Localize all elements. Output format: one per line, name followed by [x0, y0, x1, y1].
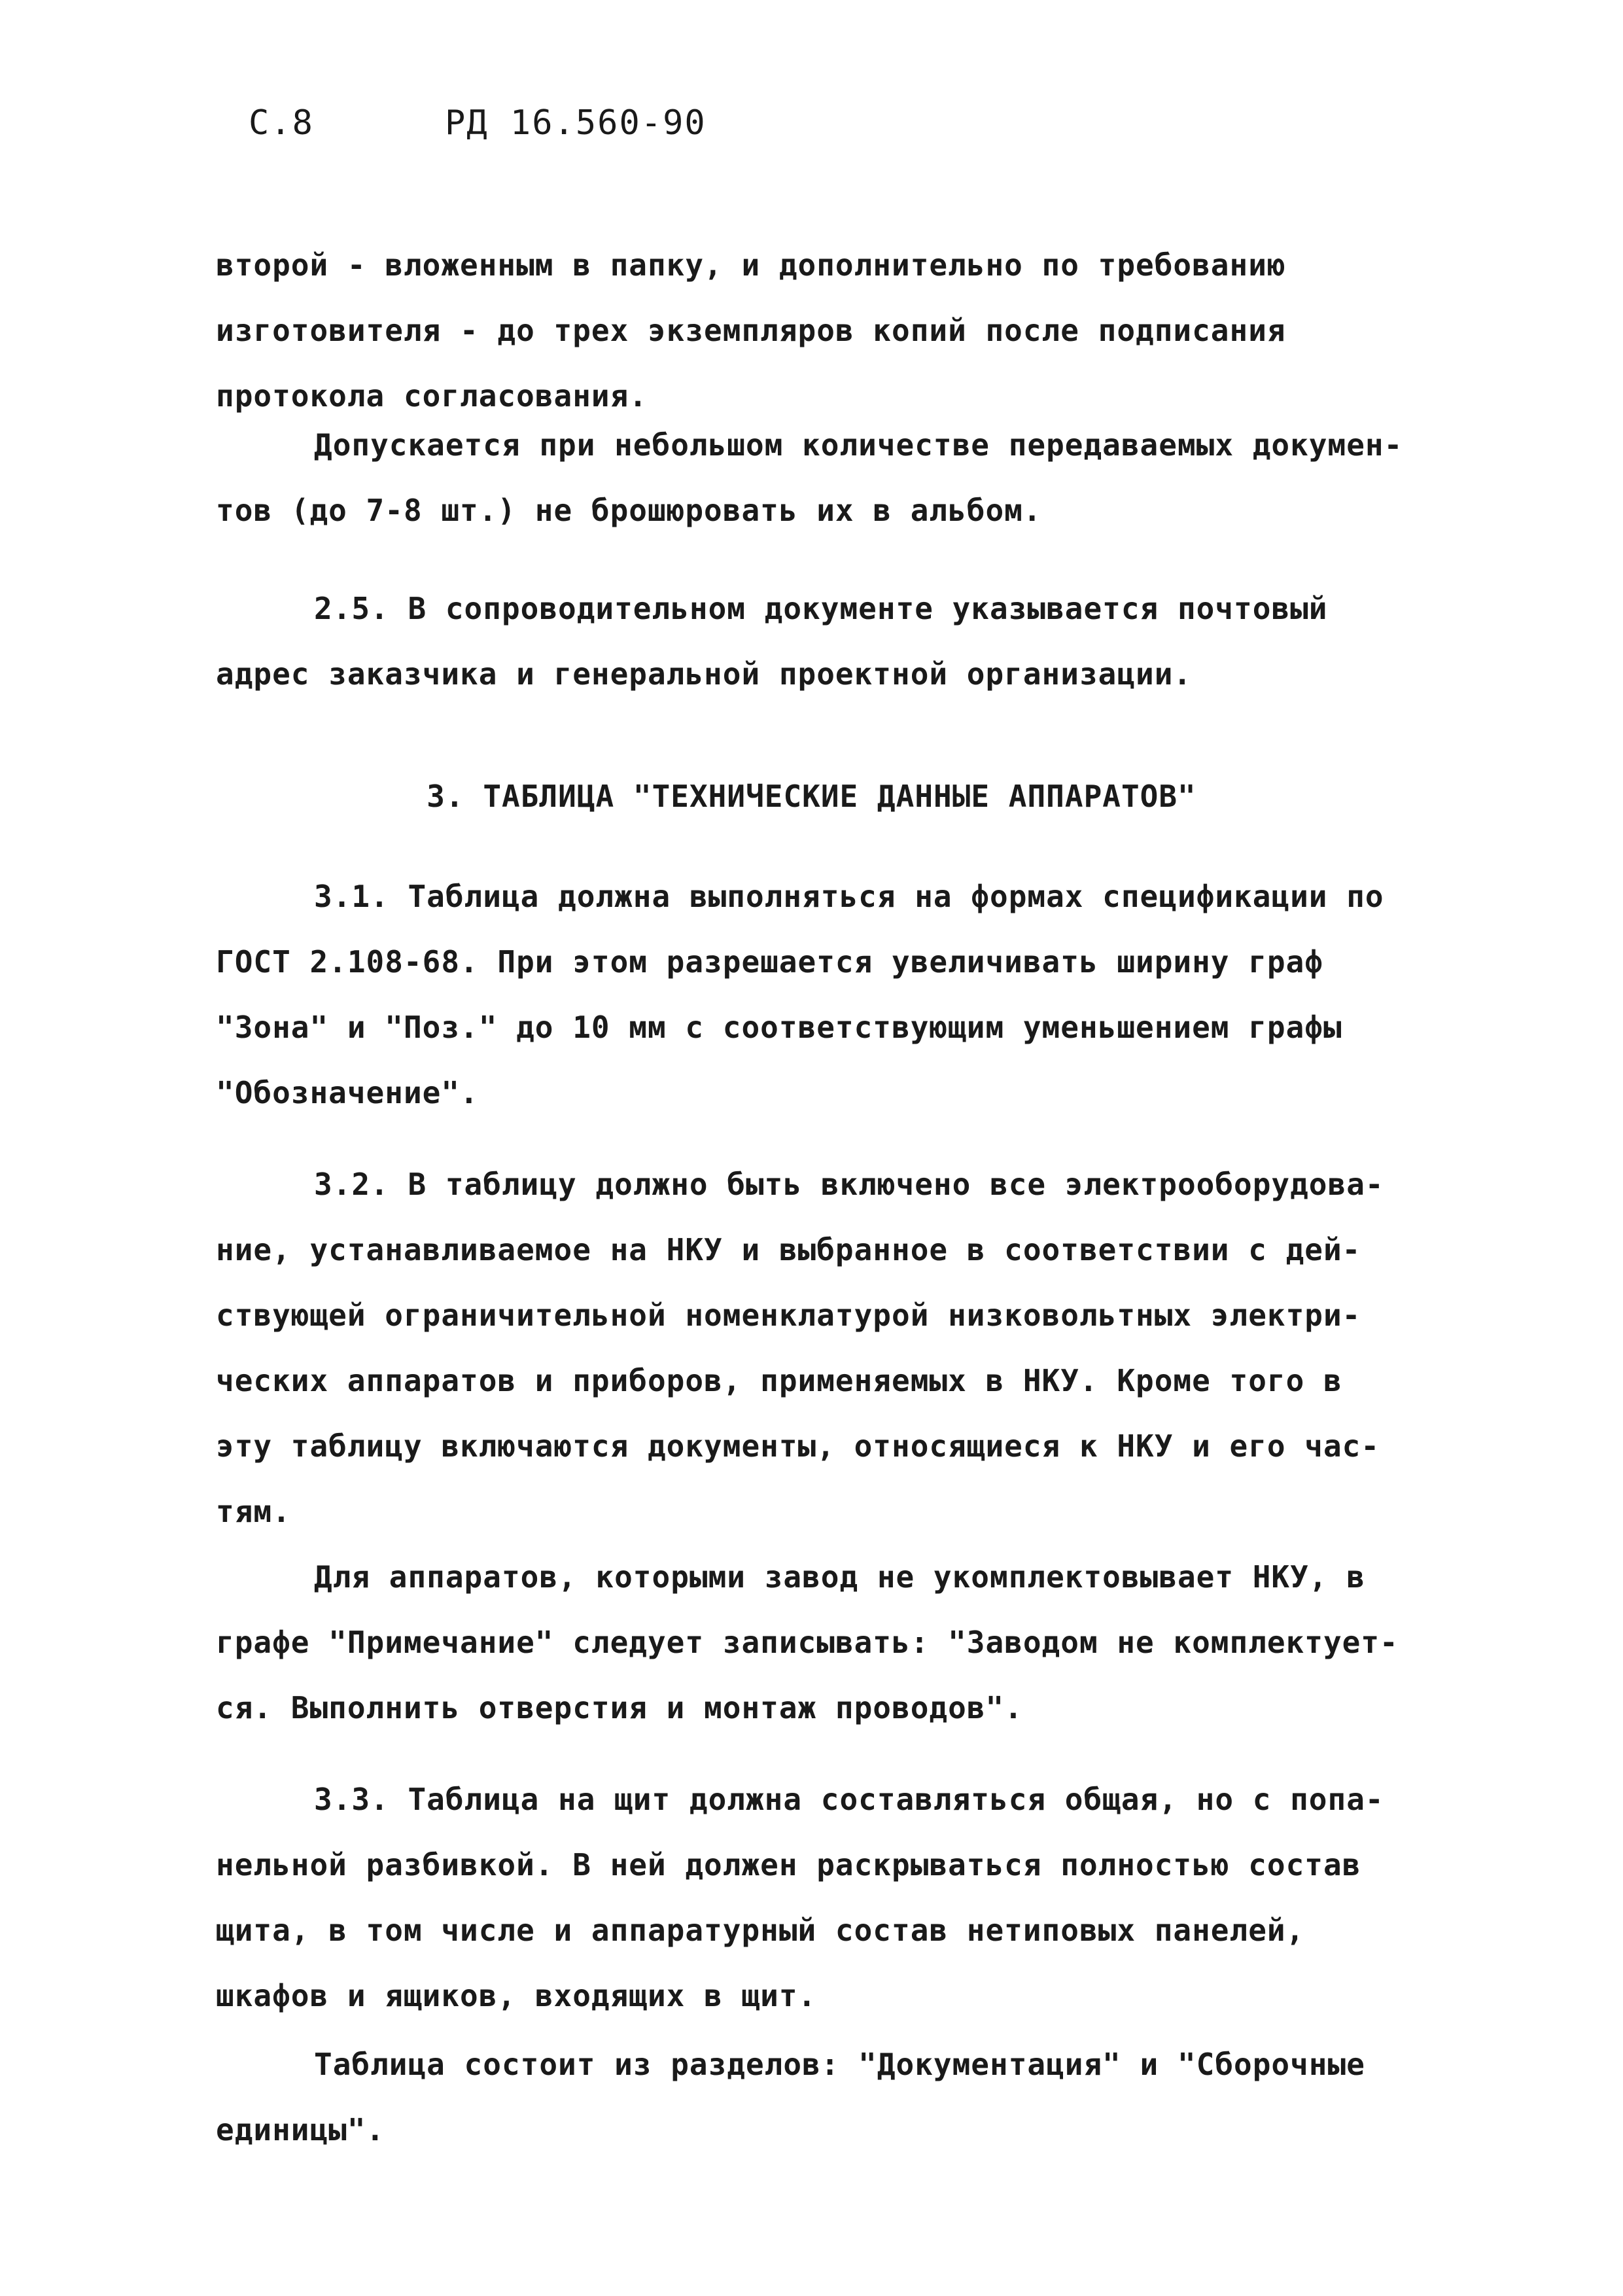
- paragraph-3-3: [216, 1767, 1459, 2028]
- text-line: второй - вложенным в папку, и дополнительно по требованию: [216, 247, 1286, 283]
- text-line: единицы".: [216, 2112, 385, 2147]
- text-line: ГОСТ 2.108-68. При этом разрешается увеличивать ширину граф: [216, 944, 1323, 980]
- paragraph-apparatus-note: [216, 1544, 1459, 1740]
- text-line: "Зона" и "Поз." до 10 мм с соответствующим уменьшением графы: [216, 1010, 1342, 1045]
- text-line: эту таблицу включаются документы, относящиеся к НКУ и его час-: [216, 1428, 1380, 1464]
- paragraph-3-2: [216, 1152, 1459, 1544]
- text-line: 2.5. В сопроводительном документе указывается почтовый: [314, 591, 1328, 626]
- paragraph-2-5: [216, 576, 1459, 707]
- text-line: адрес заказчика и генеральной проектной организации.: [216, 656, 1193, 692]
- paragraph-continuation: [216, 232, 1459, 429]
- page-number: С.8: [249, 103, 314, 143]
- text-line: 3.2. В таблицу должно быть включено все электрооборудова-: [314, 1167, 1384, 1202]
- text-line: Таблица состоит из разделов: "Документация" и "Сборочные: [314, 2047, 1365, 2082]
- text-line: протокола согласования.: [216, 378, 648, 414]
- section-heading: 3. ТАБЛИЦА "ТЕХНИЧЕСКИЕ ДАННЫЕ АППАРАТОВ": [427, 779, 1196, 814]
- page-header: [249, 103, 707, 143]
- text-line: тям.: [216, 1494, 291, 1529]
- text-line: Для аппаратов, которыми завод не укомплектовывает НКУ, в: [314, 1559, 1365, 1595]
- document-code: РД 16.560-90: [445, 103, 707, 143]
- text-line: нельной разбивкой. В ней должен раскрываться полностью состав: [216, 1847, 1361, 1882]
- text-line: 3.3. Таблица на щит должна составляться общая, но с попа-: [314, 1782, 1384, 1817]
- text-line: ствующей ограничительной номенклатурой низковольтных электри-: [216, 1298, 1361, 1333]
- text-line: шкафов и ящиков, входящих в щит.: [216, 1978, 817, 2013]
- text-line: тов (до 7-8 шт.) не брошюровать их в альбом.: [216, 493, 1042, 528]
- text-line: ческих аппаратов и приборов, применяемых в НКУ. Кроме того в: [216, 1363, 1342, 1398]
- text-line: изготовителя - до трех экземпляров копий после подписания: [216, 313, 1286, 348]
- text-line: ся. Выполнить отверстия и монтаж проводов".: [216, 1690, 1023, 1725]
- paragraph-brochure: [216, 412, 1459, 543]
- paragraph-3-1: [216, 864, 1459, 1125]
- paragraph-sections: [216, 2032, 1459, 2163]
- text-line: щита, в том числе и аппаратурный состав нетиповых панелей,: [216, 1913, 1305, 1948]
- text-line: 3.1. Таблица должна выполняться на формах спецификации по: [314, 879, 1384, 914]
- text-line: графе "Примечание" следует записывать: "Заводом не комплектует-: [216, 1625, 1399, 1660]
- text-line: Допускается при небольшом количестве передаваемых докумен-: [314, 427, 1403, 463]
- text-line: ние, устанавливаемое на НКУ и выбранное в соответствии с дей-: [216, 1232, 1361, 1267]
- text-line: "Обозначение".: [216, 1075, 479, 1110]
